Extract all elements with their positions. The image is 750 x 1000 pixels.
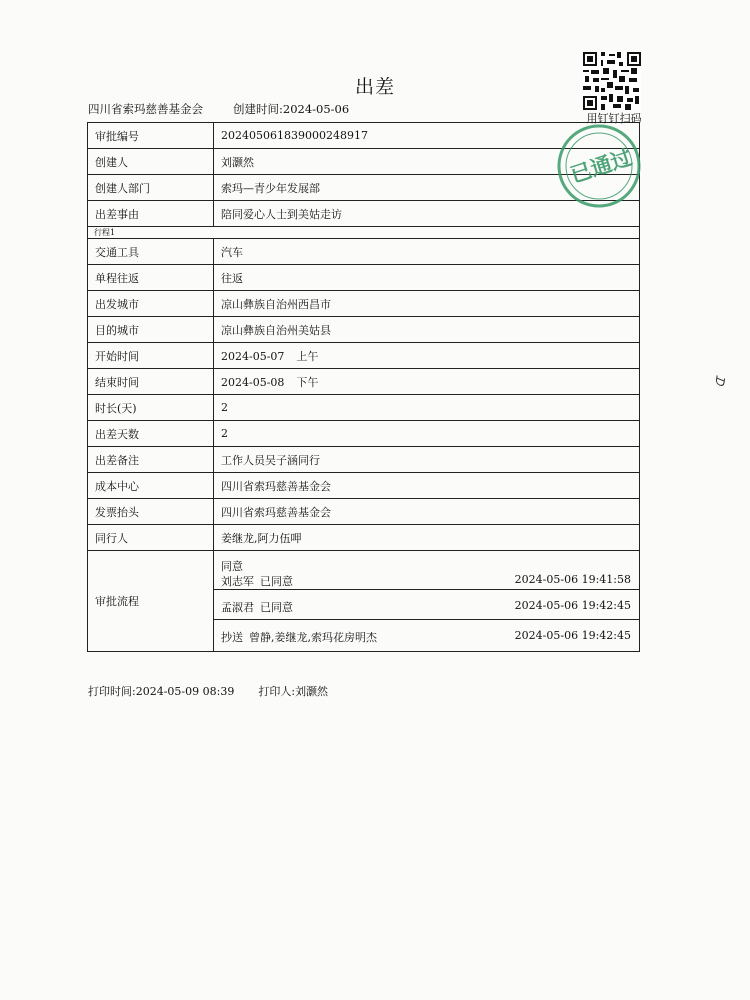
field-value: 四川省索玛慈善基金会 [214,473,640,499]
cc-label: 抄送 [221,631,243,644]
approval-flow-row [88,551,640,652]
print-time-label: 打印时间: [88,685,136,698]
created-value: 2024-05-06 [282,102,350,116]
table-row [88,499,640,525]
printer-label: 打印人: [258,685,296,698]
table-row [88,317,640,343]
approved-stamp [557,124,641,208]
created-label: 创建时间: [233,102,283,116]
field-value: 汽车 [214,239,640,265]
print-time-value: 2024-05-09 08:39 [135,685,235,698]
field-label: 同行人 [88,525,214,551]
start-date: 2024-05-07 [221,349,285,363]
approval-comment: 同意 [221,560,243,573]
field-value: 往返 [214,265,640,291]
field-value: 凉山彝族自治州西昌市 [214,291,640,317]
created-time [233,101,349,117]
approval-time: 2024-05-06 19:41:58 [514,573,631,586]
handwritten-margin-mark: ᗭ [712,376,729,389]
qr-code-icon [583,52,641,110]
field-label: 单程往返 [88,265,214,291]
organization-name: 四川省索玛慈善基金会 [88,102,203,116]
field-label: 发票抬头 [88,499,214,525]
table-row [88,473,640,499]
field-label: 创建人部门 [88,175,214,201]
approval-step [214,589,639,619]
approval-status: 已同意 [260,601,293,614]
field-label: 开始时间 [88,343,214,369]
field-label: 出差事由 [88,201,214,227]
cc-recipients [221,629,377,645]
stamp-text: 已通过 [567,145,635,188]
field-label: 出差天数 [88,421,214,447]
qr-caption: 用钉钉扫码 [586,112,642,125]
field-value: 2 [214,421,640,447]
field-value: 凉山彝族自治州美姑县 [214,317,640,343]
table-row [88,369,640,395]
approval-steps [214,551,640,652]
field-value [214,343,640,369]
field-value: 2 [214,395,640,421]
field-label: 创建人 [88,149,214,175]
end-halfday: 下午 [296,375,319,389]
field-label: 结束时间 [88,369,214,395]
end-date: 2024-05-08 [221,375,285,389]
approval-step [214,552,639,589]
table-row [88,291,640,317]
field-value: 陪同爱心人士到美姑走访 [214,201,640,227]
field-value: 姜继龙,阿力伍呷 [214,525,640,551]
start-halfday: 上午 [296,349,319,363]
field-label: 成本中心 [88,473,214,499]
table-row [88,447,640,473]
approver-name: 刘志军 [221,575,254,588]
field-label: 交通工具 [88,239,214,265]
field-label: 出发城市 [88,291,214,317]
approval-status: 已同意 [260,575,293,588]
field-label: 时长(天) [88,395,214,421]
field-label: 审批流程 [88,551,214,652]
field-value [214,369,640,395]
field-label: 目的城市 [88,317,214,343]
field-label: 审批编号 [88,123,214,149]
table-row [88,421,640,447]
field-value: 索玛—青少年发展部 [214,175,640,201]
cc-names: 曾静,姜继龙,索玛花房明杰 [249,631,377,644]
approval-time: 2024-05-06 19:42:45 [514,599,631,612]
approval-step [214,619,639,650]
table-row [88,343,640,369]
approver [221,599,293,615]
table-row [88,265,640,291]
print-footer [88,683,328,699]
field-value: 四川省索玛慈善基金会 [214,499,640,525]
field-label: 出差备注 [88,447,214,473]
section-row [88,227,640,239]
printer-value: 刘灏然 [295,685,329,698]
field-value: 202405061839000248917 [214,123,640,149]
table-row [88,525,640,551]
field-value: 工作人员吴子涵同行 [214,447,640,473]
field-value: 刘灏然 [214,149,640,175]
approval-time: 2024-05-06 19:42:45 [514,629,631,642]
approver [221,573,293,589]
page-title: 出差 [354,76,395,98]
table-row [88,239,640,265]
section-label: 行程1 [88,227,640,239]
approver-name: 孟淑君 [221,601,254,614]
table-row [88,395,640,421]
